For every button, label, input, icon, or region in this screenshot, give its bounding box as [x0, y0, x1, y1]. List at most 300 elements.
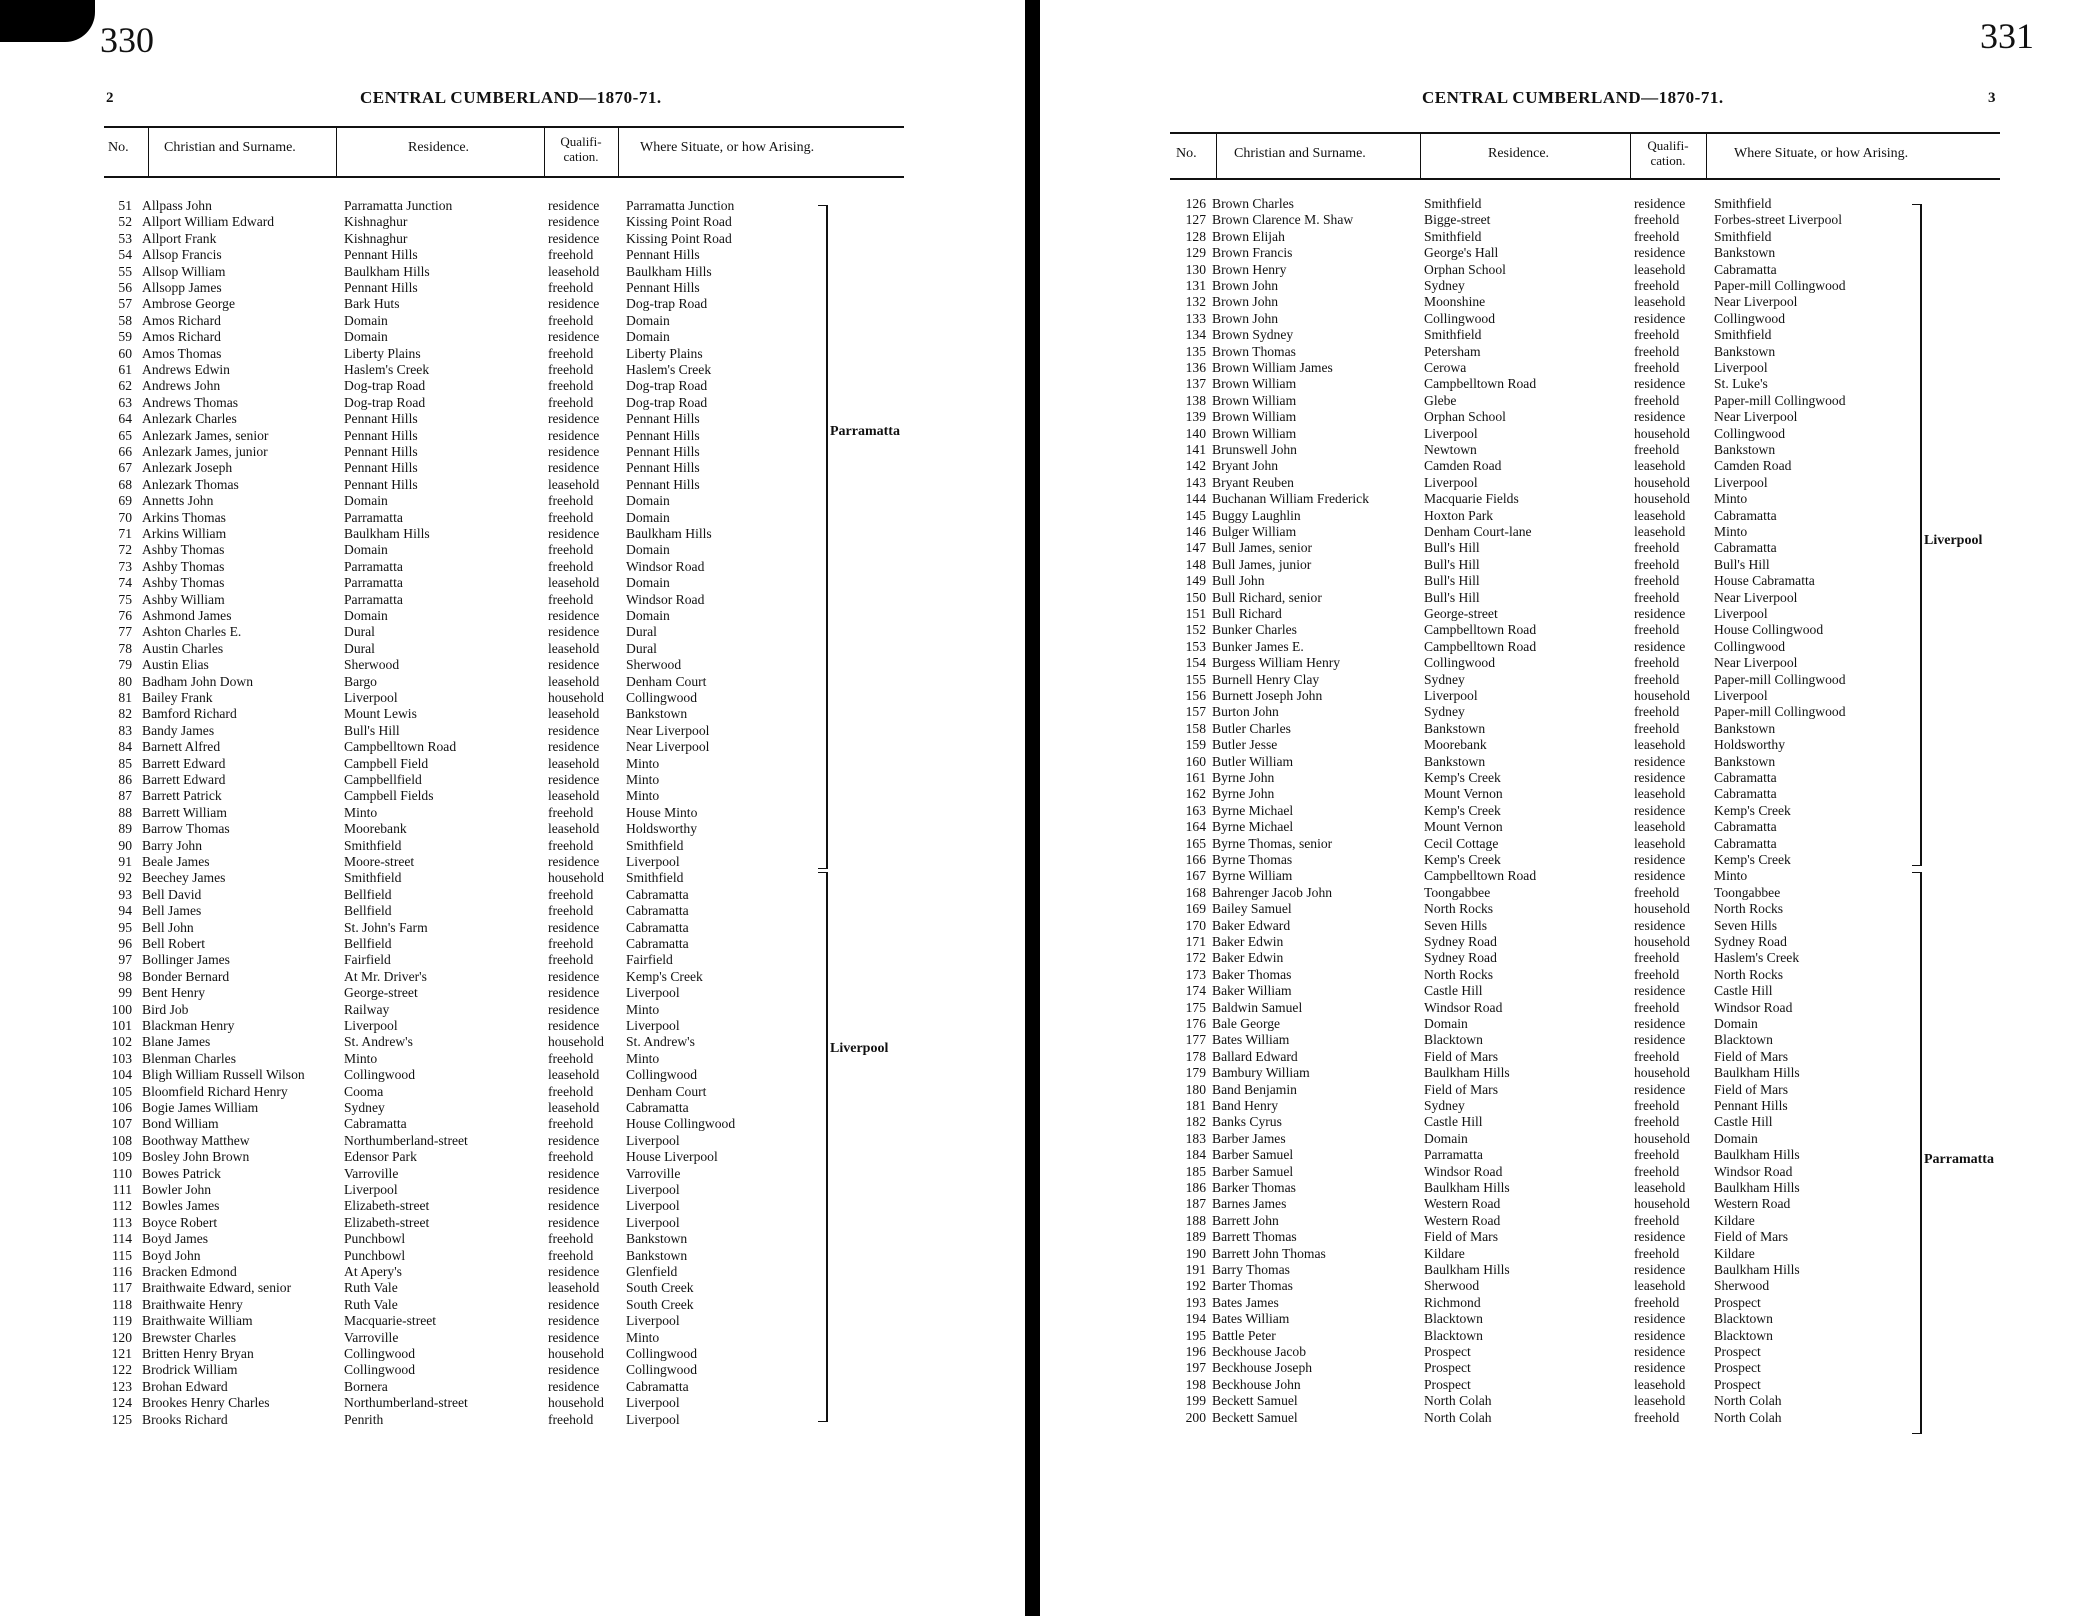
entry-where-situate: Baulkham Hills [1714, 1147, 1800, 1163]
entry-residence: Mount Vernon [1424, 786, 1503, 802]
entry-where-situate: North Rocks [1714, 901, 1784, 917]
entry-residence: Smithfield [1424, 327, 1482, 343]
entry-residence: Pennant Hills [344, 411, 418, 427]
entry-where-situate: Baulkham Hills [1714, 1065, 1800, 1081]
table-row [0, 936, 1025, 952]
entry-qualification: residence [548, 1182, 600, 1197]
entry-qualification: freehold [548, 493, 594, 509]
table-row [0, 788, 1025, 804]
table-row [1040, 573, 2096, 589]
entry-residence: Punchbowl [344, 1247, 406, 1263]
entry-number: 114 [112, 1231, 132, 1247]
entry-residence: Northumberland-street [344, 1132, 468, 1148]
entry-qualification: residence [1634, 638, 1686, 654]
entry-number: 125 [111, 1411, 132, 1427]
entry-name: Barrett John Thomas [1212, 1245, 1326, 1261]
entry-where-situate: Near Liverpool [626, 739, 710, 755]
district-label: Parramatta [1924, 1152, 1994, 1167]
entry-qualification: residence [548, 739, 600, 755]
entry-where-situate: Pennant Hills [626, 411, 700, 427]
entry-where-situate: Cabramatta [1714, 819, 1777, 835]
entry-qualification: freehold [548, 280, 594, 295]
entry-where-situate: Liverpool [626, 1214, 680, 1230]
entry-number: 167 [1185, 868, 1206, 884]
entry-number: 109 [111, 1149, 132, 1165]
entry-name: Byrne Thomas [1212, 852, 1293, 867]
entry-residence: Parramatta [344, 558, 403, 574]
entry-residence: Domain [344, 542, 388, 558]
entry-number: 194 [1185, 1311, 1206, 1327]
entry-where-situate: Paper-mill Collingwood [1714, 392, 1846, 408]
entry-where-situate: Castle Hill [1714, 983, 1773, 999]
entry-qualification: household [1634, 425, 1690, 441]
entry-qualification: freehold [548, 362, 594, 377]
entry-where-situate: Bankstown [626, 1231, 688, 1247]
entry-name: Buchanan William Frederick [1212, 491, 1369, 507]
entry-where-situate: Dog-trap Road [626, 394, 708, 410]
entry-number: 136 [1185, 360, 1206, 375]
table-row [1040, 704, 2096, 720]
entry-where-situate: Smithfield [626, 870, 684, 886]
entry-name: Barrow Thomas [142, 821, 230, 837]
entry-name: Amos Richard [142, 312, 221, 328]
table-row [1040, 245, 2096, 261]
entry-name: Bryant Reuben [1212, 474, 1294, 490]
entry-where-situate: Blacktown [1714, 1327, 1773, 1343]
entry-where-situate: Prospect [1714, 1360, 1761, 1376]
table-row [0, 1100, 1025, 1116]
table-row [0, 1215, 1025, 1231]
entry-where-situate: Toongabbee [1714, 884, 1781, 900]
entry-number: 185 [1185, 1163, 1206, 1179]
entry-qualification: freehold [1634, 212, 1680, 228]
entry-qualification: residence [1634, 1360, 1686, 1376]
entry-name: Annetts John [142, 493, 214, 509]
entry-residence: Varroville [344, 1165, 399, 1181]
entry-name: Amos Thomas [142, 345, 222, 361]
table-row [0, 1018, 1025, 1034]
entry-where-situate: Liverpool [626, 1182, 680, 1197]
entry-number: 69 [118, 493, 132, 509]
entry-name: Ashton Charles E. [142, 624, 242, 640]
entry-residence: Bull's Hill [344, 722, 400, 738]
entry-qualification: freehold [548, 558, 594, 574]
table-row [0, 477, 1025, 493]
entry-name: Barrett William [142, 804, 227, 820]
entry-name: Boyce Robert [142, 1214, 218, 1230]
entry-where-situate: Paper-mill Collingwood [1714, 278, 1846, 293]
entry-qualification: residence [548, 657, 600, 673]
entry-qualification: freehold [548, 804, 594, 820]
table-row [0, 1067, 1025, 1083]
entry-number: 154 [1185, 655, 1206, 671]
entry-number: 141 [1185, 442, 1206, 457]
table-row [1040, 967, 2096, 983]
entry-name: Brown Elijah [1212, 228, 1285, 244]
entry-where-situate: Glenfield [626, 1264, 678, 1279]
entry-where-situate: Liverpool [626, 1411, 680, 1427]
entry-number: 89 [118, 821, 132, 837]
table-row [0, 1362, 1025, 1378]
table-row [1040, 737, 2096, 753]
entry-name: Barrett Patrick [142, 788, 222, 804]
entry-residence: Sherwood [344, 657, 400, 673]
table-row [1040, 1393, 2096, 1409]
entry-name: Blane James [142, 1034, 211, 1050]
entry-number: 142 [1185, 458, 1206, 474]
entry-where-situate: Pennant Hills [626, 476, 700, 492]
entry-name: Beechey James [142, 870, 226, 886]
entry-residence: Baulkham Hills [1424, 1180, 1510, 1195]
entry-residence: Punchbowl [344, 1231, 406, 1247]
entry-residence: Parramatta [344, 591, 403, 607]
entry-number: 155 [1185, 671, 1206, 687]
entry-qualification: leasehold [548, 673, 600, 689]
entry-residence: North Rocks [1424, 901, 1494, 917]
entry-qualification: freehold [548, 837, 594, 853]
entry-residence: Windsor Road [1424, 1163, 1503, 1179]
entry-number: 63 [118, 394, 132, 410]
entry-name: Anlezark James, junior [142, 444, 268, 459]
entry-residence: North Rocks [1424, 966, 1494, 982]
entry-name: Bryant John [1212, 458, 1279, 474]
entry-number: 122 [111, 1362, 132, 1378]
table-row [1040, 393, 2096, 409]
entry-residence: Kildare [1424, 1245, 1465, 1261]
entry-where-situate: Liverpool [626, 1018, 680, 1033]
entry-residence: Bull's Hill [1424, 589, 1480, 605]
entry-where-situate: Kissing Point Road [626, 214, 732, 230]
entry-residence: Collingwood [344, 1346, 415, 1361]
table-row [1040, 1246, 2096, 1262]
entry-where-situate: Varroville [626, 1165, 681, 1181]
table-row [0, 247, 1025, 263]
entry-number: 62 [118, 378, 132, 394]
entry-number: 118 [112, 1296, 132, 1312]
entry-where-situate: Collingwood [626, 1067, 697, 1083]
entry-name: Braithwaite William [142, 1313, 253, 1329]
entry-where-situate: Baulkham Hills [1714, 1180, 1800, 1195]
entry-residence: Parramatta Junction [344, 198, 453, 213]
entry-name: Bull James, junior [1212, 556, 1312, 572]
entry-number: 71 [118, 526, 132, 541]
entry-name: Brown Thomas [1212, 343, 1296, 359]
entry-qualification: residence [1634, 1229, 1686, 1245]
table-row [1040, 983, 2096, 999]
entry-number: 138 [1185, 392, 1206, 408]
entry-qualification: household [1634, 901, 1690, 917]
entry-name: Brunswell John [1212, 442, 1297, 457]
entry-residence: Bankstown [1424, 720, 1486, 736]
entry-qualification: leasehold [548, 263, 600, 279]
entry-where-situate: North Colah [1714, 1393, 1782, 1409]
entry-where-situate: Domain [626, 575, 670, 591]
table-row [1040, 770, 2096, 786]
entry-qualification: freehold [1634, 1212, 1680, 1228]
entry-number: 178 [1185, 1048, 1206, 1064]
entry-where-situate: Fairfield [626, 952, 673, 968]
column-header-no: No. [1176, 146, 1197, 161]
entry-number: 55 [118, 263, 132, 279]
entry-qualification: residence [548, 1001, 600, 1017]
entry-where-situate: Sherwood [626, 657, 682, 673]
entry-where-situate: Collingwood [626, 1346, 697, 1361]
entry-number: 132 [1185, 294, 1206, 310]
entry-residence: Domain [344, 493, 388, 509]
entry-qualification: residence [1634, 245, 1686, 261]
entry-qualification: freehold [1634, 360, 1680, 375]
entry-residence: Kemp's Creek [1424, 852, 1501, 867]
entry-number: 174 [1185, 983, 1206, 999]
table-row [1040, 229, 2096, 245]
page-header: CENTRAL CUMBERLAND—1870-71. [360, 88, 662, 107]
entry-residence: Campbelltown Road [1424, 376, 1537, 392]
table-row [0, 641, 1025, 657]
table-row [0, 772, 1025, 788]
entry-number: 56 [118, 280, 132, 295]
entry-name: Band Henry [1212, 1098, 1279, 1113]
entry-residence: Elizabeth-street [344, 1214, 430, 1230]
entry-where-situate: Bankstown [1714, 245, 1776, 261]
column-header-name: Christian and Surname. [164, 140, 296, 155]
entry-where-situate: Smithfield [626, 837, 684, 853]
entry-residence: Castle Hill [1424, 983, 1483, 999]
entry-qualification: freehold [1634, 950, 1680, 966]
entry-qualification: freehold [548, 886, 594, 902]
entry-number: 121 [111, 1346, 132, 1361]
table-row [0, 1116, 1025, 1132]
entry-number: 197 [1185, 1360, 1206, 1376]
entry-number: 126 [1185, 196, 1206, 211]
entry-residence: Parramatta [344, 575, 403, 591]
entry-name: Barker Thomas [1212, 1180, 1296, 1195]
entry-qualification: freehold [548, 1247, 594, 1263]
entry-where-situate: North Colah [1714, 1409, 1782, 1425]
entry-qualification: residence [548, 1264, 600, 1279]
table-row [1040, 754, 2096, 770]
entry-residence: Baulkham Hills [344, 526, 430, 541]
entry-where-situate: Kemp's Creek [1714, 802, 1791, 818]
district-label: Parramatta [830, 424, 900, 439]
entry-number: 147 [1185, 540, 1206, 556]
table-row [0, 723, 1025, 739]
entry-residence: Smithfield [344, 837, 402, 853]
entry-name: Blackman Henry [142, 1018, 235, 1033]
entry-number: 97 [118, 952, 132, 968]
entry-residence: Domain [344, 608, 388, 623]
entry-where-situate: Near Liverpool [1714, 589, 1798, 605]
column-header-qualification: Qualifi- cation. [1647, 138, 1689, 168]
entry-residence: Dog-trap Road [344, 394, 426, 410]
entry-name: Anlezark James, senior [142, 427, 269, 443]
entry-number: 151 [1185, 606, 1206, 621]
entry-qualification: leasehold [1634, 1278, 1686, 1294]
entry-qualification: leasehold [1634, 1180, 1686, 1195]
entry-residence: Sydney Road [1424, 950, 1497, 966]
entry-residence: Railway [344, 1001, 390, 1017]
table-row [0, 985, 1025, 1001]
table-row [0, 690, 1025, 706]
entry-qualification: residence [548, 526, 600, 541]
entry-where-situate: Camden Road [1714, 458, 1792, 474]
entry-name: Beckhouse Joseph [1212, 1360, 1313, 1376]
entry-residence: Campbell Field [344, 755, 429, 771]
table-row [0, 870, 1025, 886]
entry-where-situate: Near Liverpool [1714, 294, 1798, 310]
entry-number: 82 [118, 706, 132, 722]
entry-number: 149 [1185, 573, 1206, 589]
column-divider [1630, 134, 1631, 178]
table-row [0, 608, 1025, 624]
entry-name: Anlezark Charles [142, 411, 237, 427]
entry-number: 183 [1185, 1130, 1206, 1146]
entry-residence: Dog-trap Road [344, 378, 426, 394]
entry-where-situate: House Collingwood [1714, 622, 1824, 638]
entry-where-situate: Minto [626, 755, 660, 771]
table-row [1040, 508, 2096, 524]
table-row [1040, 1196, 2096, 1212]
entry-where-situate: Domain [1714, 1130, 1758, 1146]
entry-name: Buggy Laughlin [1212, 507, 1301, 523]
entry-residence: Moorebank [1424, 737, 1487, 753]
entry-where-situate: Pennant Hills [626, 427, 700, 443]
entry-number: 53 [118, 230, 132, 246]
entry-number: 168 [1185, 884, 1206, 900]
entry-number: 111 [112, 1182, 132, 1197]
entry-number: 127 [1185, 212, 1206, 228]
entry-qualification: freehold [1634, 278, 1680, 293]
entry-where-situate: St. Andrew's [626, 1034, 695, 1050]
entry-number: 107 [111, 1116, 132, 1132]
entry-qualification: residence [1634, 1016, 1686, 1031]
entry-name: Amos Richard [142, 329, 221, 345]
entry-number: 60 [118, 345, 132, 361]
table-row [1040, 885, 2096, 901]
entry-where-situate: Collingwood [1714, 638, 1785, 654]
entry-name: Bell James [142, 903, 202, 919]
entry-residence: Field of Mars [1424, 1048, 1499, 1064]
entry-qualification: leasehold [1634, 507, 1686, 523]
entry-qualification: leasehold [548, 788, 600, 804]
table-row [0, 231, 1025, 247]
entry-qualification: residence [1634, 1081, 1686, 1097]
entry-residence: Pennant Hills [344, 427, 418, 443]
entry-where-situate: Cabramatta [626, 886, 689, 902]
entry-number: 68 [118, 476, 132, 492]
entry-name: Brown Sydney [1212, 327, 1294, 343]
entry-where-situate: Liverpool [626, 1395, 680, 1411]
entry-qualification: residence [1634, 196, 1686, 211]
table-row [0, 510, 1025, 526]
entry-number: 172 [1185, 950, 1206, 966]
entry-qualification: leasehold [548, 640, 600, 656]
entry-number: 110 [112, 1165, 132, 1181]
entry-name: Allsopp James [142, 280, 222, 295]
entry-name: Beale James [142, 854, 210, 869]
entry-residence: Western Road [1424, 1212, 1501, 1228]
entry-name: Barry John [142, 837, 203, 853]
table-row [1040, 1032, 2096, 1048]
entry-name: Allpass John [142, 198, 212, 213]
entry-number: 102 [111, 1034, 132, 1050]
entry-name: Beckhouse Jacob [1212, 1344, 1306, 1359]
entry-name: Butler Charles [1212, 720, 1291, 736]
entry-number: 64 [118, 411, 132, 427]
table-row [0, 346, 1025, 362]
entry-where-situate: Dog-trap Road [626, 296, 708, 312]
entry-number: 133 [1185, 310, 1206, 326]
entry-residence: Sherwood [1424, 1278, 1480, 1294]
column-divider [618, 128, 619, 176]
table-row [1040, 918, 2096, 934]
entry-residence: Moonshine [1424, 294, 1486, 310]
table-row [1040, 196, 2096, 212]
entry-qualification: residence [548, 722, 600, 738]
entry-number: 113 [112, 1214, 132, 1230]
entry-qualification: residence [548, 198, 600, 213]
entry-where-situate: Minto [1714, 491, 1748, 507]
entry-qualification: freehold [548, 509, 594, 525]
entry-qualification: residence [548, 444, 600, 459]
entry-qualification: freehold [548, 936, 594, 951]
table-top-rule [104, 126, 904, 128]
entry-name: Ashby Thomas [142, 542, 225, 558]
table-row [0, 280, 1025, 296]
page-number: 331 [1980, 16, 2034, 56]
entry-qualification: residence [548, 460, 600, 476]
entry-number: 116 [112, 1264, 132, 1279]
table-row [1040, 622, 2096, 638]
entry-residence: Pennant Hills [344, 247, 418, 263]
entry-where-situate: Liverpool [626, 1313, 680, 1329]
entry-residence: Smithfield [1424, 196, 1482, 211]
entry-name: Arkins William [142, 526, 227, 541]
entry-where-situate: Domain [626, 509, 670, 525]
entry-residence: Fairfield [344, 952, 391, 968]
table-row [1040, 655, 2096, 671]
entry-qualification: freehold [1634, 343, 1680, 359]
table-row [0, 1379, 1025, 1395]
entry-residence: Collingwood [1424, 310, 1495, 326]
entry-where-situate: Dog-trap Road [626, 378, 708, 394]
page-header: CENTRAL CUMBERLAND—1870-71. [1422, 88, 1724, 107]
table-row [0, 378, 1025, 394]
entry-name: Baldwin Samuel [1212, 999, 1303, 1015]
entry-residence: Elizabeth-street [344, 1198, 430, 1214]
entry-qualification: residence [548, 608, 600, 623]
column-divider [1216, 134, 1217, 178]
entry-qualification: freehold [1634, 884, 1680, 900]
entry-number: 135 [1185, 343, 1206, 359]
table-row [0, 1280, 1025, 1296]
entry-qualification: leasehold [548, 706, 600, 722]
entry-number: 191 [1185, 1262, 1206, 1277]
table-row [0, 575, 1025, 591]
entry-qualification: freehold [1634, 1048, 1680, 1064]
entry-name: Ballard Edward [1212, 1048, 1298, 1064]
entry-residence: Edensor Park [344, 1149, 417, 1165]
entry-residence: Blacktown [1424, 1311, 1483, 1327]
table-row [0, 838, 1025, 854]
entry-name: Barber Samuel [1212, 1147, 1294, 1163]
entry-residence: Cecil Cottage [1424, 835, 1499, 851]
entry-name: Austin Charles [142, 640, 224, 656]
entry-number: 161 [1185, 770, 1206, 785]
entry-where-situate: Bankstown [1714, 343, 1776, 359]
entry-qualification: residence [1634, 983, 1686, 999]
table-row [0, 756, 1025, 772]
entry-where-situate: Cabramatta [1714, 540, 1777, 556]
